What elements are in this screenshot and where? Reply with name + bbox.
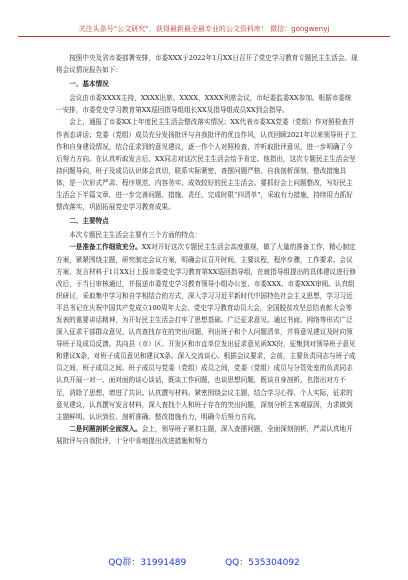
text-preparation: XX对开好这次专题民主生活会高度重视，做了大量的准备工作，精心制定方案，紧紧围绕主题，研究制定会议方案，明确会议召开时间，主要议程，程序步骤，工作要求。会议方案、发言材料于1月XX日上报市委党史学习教育第XX巡回指导组，在就指导组提出的具体建议进行修改后，于当日审核通过，并报送市委党史学习教育领导小组办公室、市委XXX、市委XXX审阅。认真组织研讨，采取集中学习和自学相结合的方式，深入学习习近平新时代中国特色社会主义思想，学习习近平总书记在庆祝中国共产党成立100周年大会、党史学习教育动员大会，全国脱贫攻坚总结表彰大会等发表的重要讲话精神，为开好民主生活会打牢了思想基础。广泛征求意见。通过书面、网络等形式广泛深入征求干部群众意见，认真查找存在的突出问题，列出班子和个人问题清单，并将意见建议及时向领导班子及成员反馈。共向县（市）区、开发区和市直单位发出征求意见函XX份，征集到对领导班子意见和建议X条，对班子成员意见和建议X条。深入交流谈心。根据会议要求，会前，主要负责同志与班子成员之间、班子成员之间、班子成员与党委（党组）成员之间，党委（党组）成员与分管处室的负责同志认真开展一对一、面对面的谈心谈话，既谈工作问题，也谈思想问题，既谈自身剖析，也指出对方不足，消除了思想、增进了共识。认真撰写材料。紧密围绕会议主题，结合学习心得、个人实际，征求的意见建议，认真撰写发言材料，深入查找个人和班子存在的突出问题，深刻分析主客观原因，力求做到主题鲜明、认识到位、剖析准确、整改措施有力，明确今后努力方向。 <box>56 243 356 421</box>
paragraph-meeting: 会上，通报了市委XX上年度民主生活会整改落实情况；XX代表市委XX党委（党组）作对照检查并作表态讲话；党委（党组）成员充分发扬批评与自我批评的优良作风，认真回顾2021年以来领导班子工作和自身建设情况，结合征求到的意见建议，逐一作个人对照检查，并听取批评意见，进一步明确了今后努力方向。在认真听取发言后，XX同志对这次民主生活会给予肯定。他指出，这次专题民主生活会坚持问题导向，班子及成员认识体会真切，联系实际紧密，查摆问题严格、自我剖析深刻、整改措施具体，是一次形式严肃、程序规范、内容务实、成效较好的民主生活会。要抓好会上问题整改，写好民主生活会下半篇文章，进一步完善问题、措施、责任、完成时限“四清单”，采取有力措施，持续用力抓好整改落实，巩固拓展党史学习教育成果。 <box>56 118 357 212</box>
document-body <box>56 52 358 447</box>
lead-analysis: 二是问题剖析全面深入。 <box>69 424 142 433</box>
header-rule <box>18 36 390 37</box>
page-footer <box>0 555 408 568</box>
page-header: 关注头条号“公文研究”，获得最新最全最专业的公文资料库！ 微信：gongwenyj <box>78 25 330 33</box>
text-analysis: 会上，领导班子紧扣主题，深入查摆问题，全面深刻剖析，严肃认真地开展批评与自我批评，十分中肯地提出改进措施和努力 <box>56 424 353 445</box>
paragraph-analysis <box>56 423 358 447</box>
paragraph-features-intro: 本次专题民主生活会主要有三个方面的特点： <box>69 231 202 240</box>
qq-number: QQ：535304092 <box>225 558 300 568</box>
lead-preparation: 一是准备工作细致充分。 <box>69 243 142 252</box>
paragraph-preparation <box>56 241 358 422</box>
intro-paragraph: 按照中央及省市委部署安排，市委XXX于2022年1月XX日召开了党史学习教育专题民主生活会。现将会议情况报告如下： <box>56 54 358 75</box>
paragraph-attendance: 会议由市委XXXX主持，XXXX出席。XXXX，XXXX列席会议，市纪委监委XX参加。根据市委统一安排，市委党史学习教育第XX巡回指导组组长XX及指导组成员XX到会指导。 <box>56 94 352 115</box>
section-heading-basic: 一、基本情况 <box>69 80 109 89</box>
qq-group: QQ群：31991489 <box>108 558 187 568</box>
section-heading-features: 二、主要特点 <box>69 217 109 226</box>
